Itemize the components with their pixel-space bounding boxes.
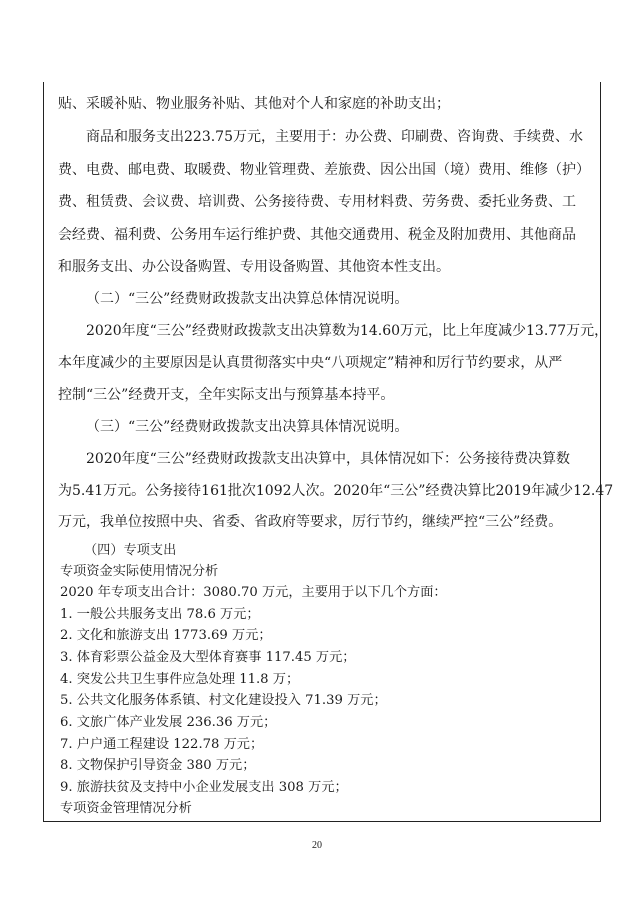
text-line: 会经费、福利费、公务用车运行维护费、其他交通费用、税金及附加费用、其他商品 [58, 227, 576, 243]
text-line: 费、租赁费、会议费、培训费、公务接待费、专用材料费、劳务费、委托业务费、工 [58, 194, 576, 210]
list-item: 9. 旅游扶贫及支持中小企业发展支出 308 万元； [60, 780, 348, 795]
text-line: 2020年度“三公”经费财政拨款支出决算中，具体情况如下：公务接待费决算数 [86, 451, 570, 467]
list-item: 4. 突发公共卫生事件应急处理 11.8 万； [60, 672, 300, 687]
text-line: 2020年度“三公”经费财政拨款支出决算数为14.60万元，比上年度减少13.77万元， [86, 323, 609, 339]
section-heading: （四）专项支出 [84, 543, 177, 558]
section-heading: （三）“三公”经费财政拨款支出决算具体情况说明。 [86, 419, 409, 435]
list-item: 5. 公共文化服务体系镇、村文化建设投入 71.39 万元； [60, 693, 387, 708]
text-line: 万元，我单位按照中央、省委、省政府等要求，厉行节约，继续严控“三公”经费。 [58, 514, 563, 530]
text-line: 商品和服务支出223.75万元，主要用于：办公费、印刷费、咨询费、手续费、水 [86, 129, 583, 145]
section-heading: （二）“三公”经费财政拨款支出决算总体情况说明。 [86, 291, 409, 307]
list-item: 6. 文旅广体产业发展 236.36 万元； [60, 715, 277, 730]
subheading: 专项资金实际使用情况分析 [60, 564, 219, 579]
page-number: 20 [312, 840, 322, 851]
subheading: 专项资金管理情况分析 [60, 801, 192, 816]
text-line: 2020 年专项支出合计：3080.70 万元，主要用于以下几个方面： [60, 585, 447, 600]
list-item: 7. 户户通工程建设 122.78 万元； [60, 737, 264, 752]
text-line: 本年度减少的主要原因是认真贯彻落实中央“八项规定”精神和厉行节约要求，从严 [58, 355, 563, 371]
list-item: 2. 文化和旅游支出 1773.69 万元； [60, 628, 272, 643]
list-item: 1. 一般公共服务支出 78.6 万元； [60, 607, 260, 622]
list-item: 8. 文物保护引导资金 380 万元； [60, 758, 256, 773]
list-item: 3. 体育彩票公益金及大型体育赛事 117.45 万元； [60, 650, 356, 665]
text-line: 和服务支出、办公设备购置、专用设备购置、其他资本性支出。 [58, 259, 450, 275]
text-line: 贴、采暖补贴、物业服务补贴、其他对个人和家庭的补助支出； [58, 96, 450, 112]
text-line: 控制“三公”经费开支，全年实际支出与预算基本持平。 [58, 387, 395, 403]
text-line: 费、电费、邮电费、取暖费、物业管理费、差旅费、因公出国（境）费用、维修（护） [58, 162, 590, 178]
text-line: 为5.41万元。公务接待161批次1092人次。2020年“三公”经费决算比2019年减少12.47 [58, 483, 614, 499]
